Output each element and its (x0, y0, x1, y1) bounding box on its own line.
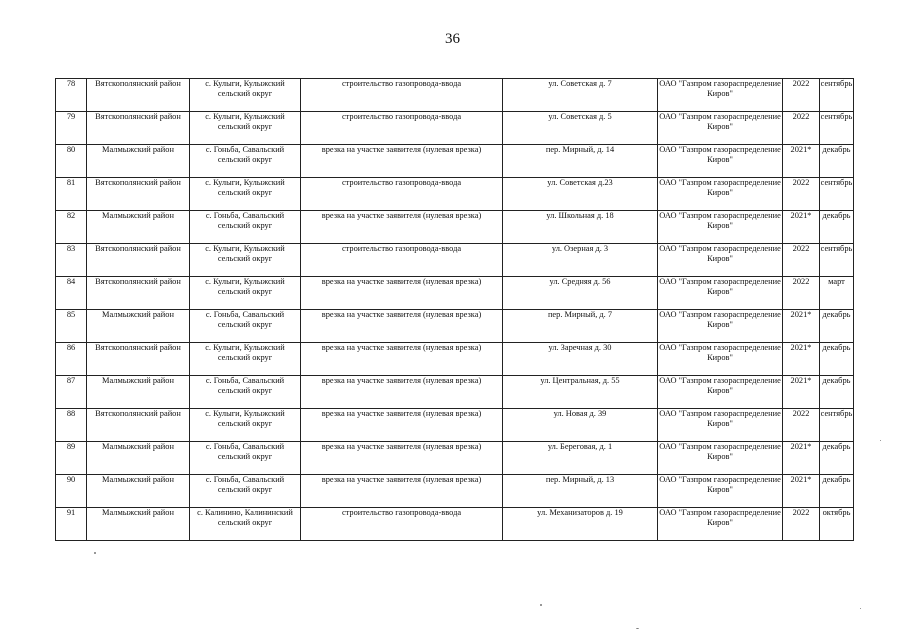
table-row (56, 178, 854, 211)
address-cell: ул. Новая д. 39 (503, 409, 658, 442)
organization-cell: ОАО "Газпром газораспределение Киров" (658, 475, 783, 508)
gasification-table (55, 78, 854, 541)
organization-cell: ОАО "Газпром газораспределение Киров" (658, 178, 783, 211)
month-cell: октябрь (820, 508, 854, 541)
settlement-cell: с. Кулыги, Кулыжский сельский округ (190, 277, 301, 310)
year-cell: 2022 (783, 277, 820, 310)
row-number: 88 (56, 409, 87, 442)
district-cell: Вятскополянский район (87, 112, 190, 145)
address-cell: ул. Озерная д. 3 (503, 244, 658, 277)
scan-speck (636, 628, 639, 629)
address-cell: ул. Школьная д. 18 (503, 211, 658, 244)
settlement-cell: с. Калинино, Калининский сельский округ (190, 508, 301, 541)
year-cell: 2021* (783, 145, 820, 178)
table-row (56, 244, 854, 277)
row-number: 84 (56, 277, 87, 310)
district-cell: Малмыжский район (87, 442, 190, 475)
settlement-cell: с. Гоньба, Савальский сельский округ (190, 310, 301, 343)
settlement-cell: с. Гоньба, Савальский сельский округ (190, 475, 301, 508)
settlement-cell: с. Кулыги, Кулыжский сельский округ (190, 409, 301, 442)
organization-cell: ОАО "Газпром газораспределение Киров" (658, 145, 783, 178)
work-type-cell: врезка на участке заявителя (нулевая врезка) (301, 442, 503, 475)
year-cell: 2021* (783, 310, 820, 343)
organization-cell: ОАО "Газпром газораспределение Киров" (658, 211, 783, 244)
organization-cell: ОАО "Газпром газораспределение Киров" (658, 376, 783, 409)
table-row (56, 277, 854, 310)
scan-speck (880, 440, 881, 441)
district-cell: Вятскополянский район (87, 244, 190, 277)
district-cell: Вятскополянский район (87, 277, 190, 310)
district-cell: Малмыжский район (87, 508, 190, 541)
district-cell: Малмыжский район (87, 211, 190, 244)
row-number: 85 (56, 310, 87, 343)
district-cell: Малмыжский район (87, 310, 190, 343)
row-number: 80 (56, 145, 87, 178)
work-type-cell: строительство газопровода-ввода (301, 79, 503, 112)
year-cell: 2022 (783, 409, 820, 442)
settlement-cell: с. Кулыги, Кулыжский сельский округ (190, 343, 301, 376)
organization-cell: ОАО "Газпром газораспределение Киров" (658, 343, 783, 376)
district-cell: Малмыжский район (87, 376, 190, 409)
address-cell: ул. Береговая, д. 1 (503, 442, 658, 475)
settlement-cell: с. Гоньба, Савальский сельский округ (190, 442, 301, 475)
settlement-cell: с. Гоньба, Савальский сельский округ (190, 211, 301, 244)
row-number: 87 (56, 376, 87, 409)
scan-speck (540, 604, 542, 606)
work-type-cell: врезка на участке заявителя (нулевая врезка) (301, 211, 503, 244)
table-body (56, 79, 854, 541)
table-row (56, 310, 854, 343)
row-number: 90 (56, 475, 87, 508)
table-row (56, 79, 854, 112)
year-cell: 2021* (783, 211, 820, 244)
table-row (56, 475, 854, 508)
year-cell: 2021* (783, 475, 820, 508)
month-cell: декабрь (820, 310, 854, 343)
year-cell: 2022 (783, 244, 820, 277)
row-number: 83 (56, 244, 87, 277)
address-cell: ул. Советская д. 5 (503, 112, 658, 145)
year-cell: 2022 (783, 508, 820, 541)
organization-cell: ОАО "Газпром газораспределение Киров" (658, 310, 783, 343)
month-cell: сентябрь (820, 178, 854, 211)
district-cell: Малмыжский район (87, 475, 190, 508)
work-type-cell: врезка на участке заявителя (нулевая врезка) (301, 145, 503, 178)
year-cell: 2021* (783, 376, 820, 409)
organization-cell: ОАО "Газпром газораспределение Киров" (658, 79, 783, 112)
address-cell: пер. Мирный, д. 7 (503, 310, 658, 343)
page-number: 36 (445, 31, 460, 47)
organization-cell: ОАО "Газпром газораспределение Киров" (658, 277, 783, 310)
address-cell: пер. Мирный, д. 14 (503, 145, 658, 178)
year-cell: 2022 (783, 79, 820, 112)
work-type-cell: строительство газопровода-ввода (301, 112, 503, 145)
organization-cell: ОАО "Газпром газораспределение Киров" (658, 508, 783, 541)
month-cell: сентябрь (820, 112, 854, 145)
table-row (56, 112, 854, 145)
month-cell: март (820, 277, 854, 310)
address-cell: пер. Мирный, д. 13 (503, 475, 658, 508)
month-cell: декабрь (820, 475, 854, 508)
month-cell: декабрь (820, 442, 854, 475)
row-number: 91 (56, 508, 87, 541)
work-type-cell: врезка на участке заявителя (нулевая врезка) (301, 310, 503, 343)
row-number: 81 (56, 178, 87, 211)
table-row (56, 409, 854, 442)
settlement-cell: с. Кулыги, Кулыжский сельский округ (190, 244, 301, 277)
year-cell: 2021* (783, 343, 820, 376)
month-cell: сентябрь (820, 409, 854, 442)
table-row (56, 145, 854, 178)
year-cell: 2022 (783, 178, 820, 211)
month-cell: декабрь (820, 376, 854, 409)
district-cell: Вятскополянский район (87, 343, 190, 376)
address-cell: ул. Механизаторов д. 19 (503, 508, 658, 541)
table-row (56, 376, 854, 409)
table-row (56, 442, 854, 475)
month-cell: сентябрь (820, 244, 854, 277)
work-type-cell: врезка на участке заявителя (нулевая врезка) (301, 277, 503, 310)
district-cell: Вятскополянский район (87, 178, 190, 211)
month-cell: декабрь (820, 211, 854, 244)
settlement-cell: с. Кулыги, Кулыжский сельский округ (190, 79, 301, 112)
work-type-cell: строительство газопровода-ввода (301, 178, 503, 211)
settlement-cell: с. Кулыги, Кулыжский сельский округ (190, 112, 301, 145)
row-number: 89 (56, 442, 87, 475)
year-cell: 2021* (783, 442, 820, 475)
month-cell: декабрь (820, 343, 854, 376)
settlement-cell: с. Кулыги, Кулыжский сельский округ (190, 178, 301, 211)
settlement-cell: с. Гоньба, Савальский сельский округ (190, 376, 301, 409)
address-cell: ул. Средняя д. 56 (503, 277, 658, 310)
work-type-cell: строительство газопровода-ввода (301, 244, 503, 277)
district-cell: Малмыжский район (87, 145, 190, 178)
table-row (56, 343, 854, 376)
organization-cell: ОАО "Газпром газораспределение Киров" (658, 244, 783, 277)
organization-cell: ОАО "Газпром газораспределение Киров" (658, 112, 783, 145)
work-type-cell: врезка на участке заявителя (нулевая врезка) (301, 343, 503, 376)
work-type-cell: врезка на участке заявителя (нулевая врезка) (301, 409, 503, 442)
organization-cell: ОАО "Газпром газораспределение Киров" (658, 442, 783, 475)
district-cell: Вятскополянский район (87, 409, 190, 442)
work-type-cell: врезка на участке заявителя (нулевая врезка) (301, 475, 503, 508)
table-row (56, 211, 854, 244)
year-cell: 2022 (783, 112, 820, 145)
work-type-cell: врезка на участке заявителя (нулевая врезка) (301, 376, 503, 409)
row-number: 82 (56, 211, 87, 244)
address-cell: ул. Центральная, д. 55 (503, 376, 658, 409)
row-number: 78 (56, 79, 87, 112)
district-cell: Вятскополянский район (87, 79, 190, 112)
address-cell: ул. Советская д.23 (503, 178, 658, 211)
scan-speck (94, 552, 96, 554)
row-number: 86 (56, 343, 87, 376)
table-row (56, 508, 854, 541)
row-number: 79 (56, 112, 87, 145)
organization-cell: ОАО "Газпром газораспределение Киров" (658, 409, 783, 442)
settlement-cell: с. Гоньба, Савальский сельский округ (190, 145, 301, 178)
address-cell: ул. Советская д. 7 (503, 79, 658, 112)
work-type-cell: строительство газопровода-ввода (301, 508, 503, 541)
month-cell: сентябрь (820, 79, 854, 112)
address-cell: ул. Заречная д. 30 (503, 343, 658, 376)
month-cell: декабрь (820, 145, 854, 178)
scan-speck (860, 608, 861, 609)
